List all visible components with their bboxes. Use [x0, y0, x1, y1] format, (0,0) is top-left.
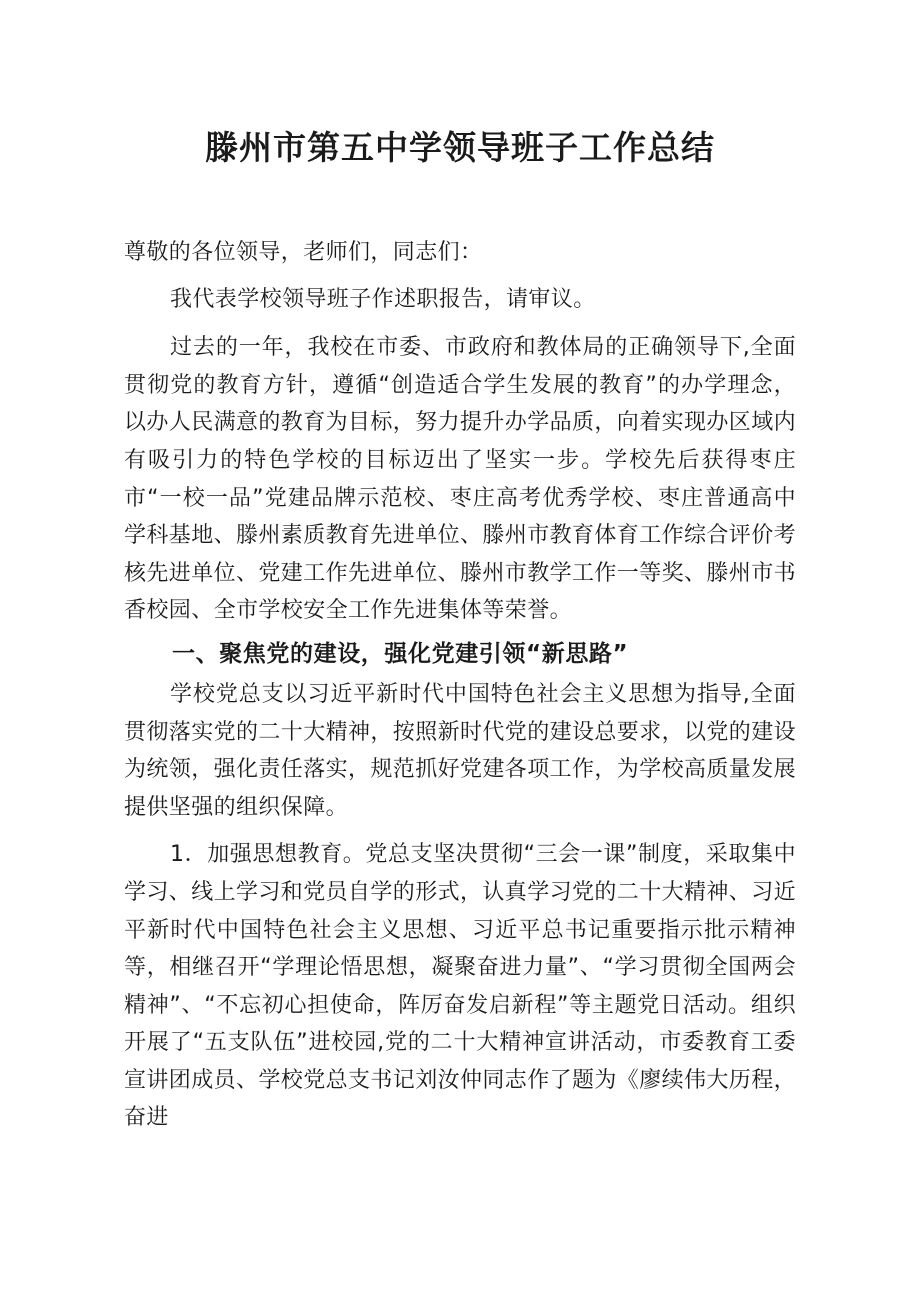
section-heading-1: 一、聚焦党的建设，强化党建引领“新思路” [172, 640, 629, 667]
document-body [124, 234, 796, 1137]
overview-paragraph: 过去的一年，我校在市委、市政府和教体局的正确领导下,全面贯彻党的教育方针，遵循“创造适合学生发展的教育”的办学理念，以办人民满意的教育为目标，努力提升办学品质，向着实现办区域内有吸引力的特色学校的目标迈出了坚实一步。学校先后获得枣庄市“一校一品”党建品牌示范校、枣庄高考优秀学校、枣庄普通高中学科基地、滕州素质教育先进单位、滕州市教育体育工作综合评价考核先进单位、党建工作先进单位、滕州市教学工作一等奖、滕州市书香校园、全市学校安全工作先进集体等荣誉。 [124, 335, 797, 624]
greeting: 尊敬的各位领导，老师们，同志们： [124, 240, 483, 265]
document-title: 滕州市第五中学领导班子工作总结 [205, 128, 715, 167]
section1-lead-paragraph: 学校党总支以习近平新时代中国特色社会主义思想为指导,全面贯彻落实党的二十大精神，按照新时代党的建设总要求，以党的建设为统领，强化责任落实，规范抓好党建各项工作，为学校高质量发展提供坚强的组织保障。 [124, 681, 797, 820]
intro-paragraph: 我代表学校领导班子作述职报告，请审议。 [170, 286, 596, 312]
section1-item-1-paragraph: 1．加强思想教育。党总支坚决贯彻“三会一课”制度，采取集中学习、线上学习和党员自学的形式，认真学习党的二十大精神、习近平新时代中国特色社会主义思想、习近平总书记重要指示批示精神等，相继召开“学理论悟思想，凝聚奋进力量”、“学习贯彻全国两会精神”、“不忘初心担使命，阵厉奋发启新程”等主题党日活动。组织开展了“五支队伍”进校园,党的二十大精神宣讲活动，市委教育工委宣讲团成员、学校党总支书记刘汝仲同志作了题为《廖续伟大历程，奋进 [124, 842, 797, 1131]
